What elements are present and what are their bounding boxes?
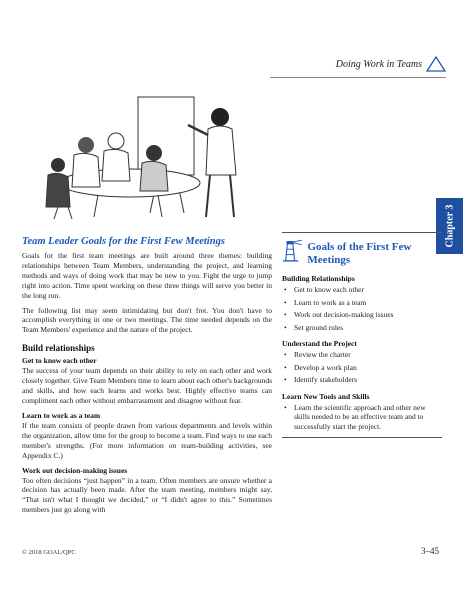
list-item: • Set ground rules [290, 323, 442, 333]
team-meeting-illustration [38, 95, 278, 220]
sidebar-group-heading: Understand the Project [282, 339, 357, 348]
list-item: • Learn to work as a team [290, 298, 442, 308]
list-item: • Develop a work plan [290, 363, 442, 373]
header-title: Doing Work in Teams [335, 59, 422, 70]
list-item: • Learn the scientific approach and other new skills needed to be an effective team and to successfully start the project. [290, 403, 442, 432]
triangle-outline-icon [426, 56, 446, 72]
subsection-text: The success of your team depends on their ability to rely on each other and work closely together. Give Team Members time to learn about each other's backgrounds and skills, and how each learns and works best. Highly effective teams can compliment each other without embarrassment and disagree without fear. [22, 366, 272, 405]
list-item: • Get to know each other [290, 285, 442, 295]
subsection-title: Build relationships [22, 343, 95, 354]
sidebar-list [282, 403, 442, 432]
copyright: © 2018 GOAL/QPC [22, 549, 76, 556]
sidebar-title: Goals of the First Few Meetings [307, 241, 412, 266]
sidebar-group-heading: Learn New Tools and Skills [282, 391, 370, 401]
sidebar-group-heading: Building Relationships [282, 274, 355, 283]
list-item: • Review the charter [290, 350, 442, 360]
subsection-text: If the team consists of people drawn from various departments and levels within the organization, allow time for the group to become a team. Find ways to use each member's strengths. (For more information on team-building activities, see Appendix C.) [22, 420, 272, 460]
chapter-tab-label: Chapter 3 [444, 204, 455, 248]
subsection-heading: Work out decision-making issues [22, 465, 128, 475]
header-divider [270, 77, 446, 78]
sidebar-box [282, 232, 442, 438]
section-title: Team Leader Goals for the First Few Meetings [22, 236, 225, 247]
page-number: 3–45 [421, 546, 439, 556]
sidebar-divider-top [282, 232, 442, 233]
subsection-heading: Learn to work as a team [22, 410, 101, 420]
intro-paragraph: The following list may seem intimidating but don't fret. You don't have to accomplish everything in one or two meetings. The time needed depends on the Team Members' experience and the nature of the project. [22, 305, 272, 335]
list-item: • Identify stakeholders [290, 375, 442, 385]
subsection-text: Too often decisions “just happen” in a team. Often members are unsure whether a decision has actually been made. After the team meeting, members might say, “That isn't what I thought we decided,” or “I didn't agree to this.” Sometimes members just go along with [22, 475, 272, 515]
sidebar-divider-bottom [282, 437, 442, 438]
intro-paragraph: Goals for the first team meetings are built around three themes: building relationships between Team Members, understanding the project, and learning methods and ways of doing work that may be new to you. Fight the urge to jump right into action. Time spent working on these three things will serve you better in the long run. [22, 251, 272, 300]
lighthouse-icon [282, 237, 305, 265]
subsection-heading: Get to know each other [22, 356, 97, 366]
sidebar-list [282, 285, 442, 332]
main-column [22, 236, 272, 520]
list-item: • Work out decision-making issues [290, 310, 442, 320]
sidebar-list [282, 350, 442, 385]
running-header [300, 56, 450, 76]
